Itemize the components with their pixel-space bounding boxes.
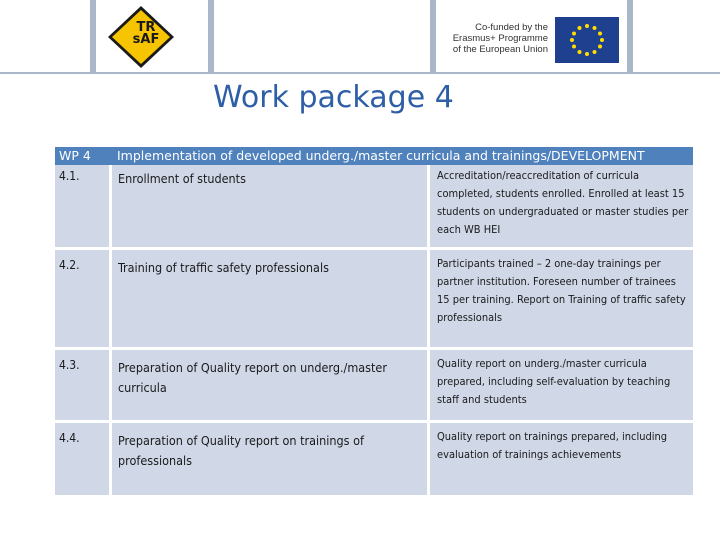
header-description: Implementation of developed underg./master curricula and trainings/DEVELOPMENT bbox=[117, 148, 645, 163]
row-activity: Training of traffic safety professionals bbox=[112, 250, 430, 347]
row-outcome: Participants trained – 2 one-day trainings per partner institution. Foreseen number of trainees 15 per training. Report on Training of traffic safety professionals bbox=[437, 257, 686, 324]
header-wp: WP 4 bbox=[59, 148, 91, 163]
cofunded-line: Co-funded by the bbox=[475, 22, 548, 33]
row-activity: Preparation of Quality report on trainings of professionals bbox=[112, 423, 430, 495]
eu-flag-icon bbox=[555, 17, 619, 63]
row-activity: Preparation of Quality report on underg./master curricula bbox=[112, 350, 430, 420]
row-id: 4.4. bbox=[55, 423, 112, 495]
table-row bbox=[55, 423, 693, 495]
header-divider bbox=[208, 0, 214, 72]
row-outcome: Accreditation/reaccreditation of curricula completed, students enrolled. Enrolled at least 15 students on undergraduated or master studies per each WB HEI bbox=[437, 169, 689, 236]
cofunded-line: Erasmus+ Programme bbox=[452, 33, 548, 44]
logo-text: TR sAF bbox=[132, 20, 160, 47]
table-row bbox=[55, 350, 693, 420]
row-id: 4.1. bbox=[55, 165, 112, 247]
header-divider bbox=[90, 0, 96, 72]
cofunded-line: of the European Union bbox=[452, 44, 548, 55]
page-title: Work package 4 bbox=[213, 80, 454, 115]
table-row bbox=[55, 250, 693, 347]
table-header-row bbox=[55, 147, 693, 165]
row-activity: Enrollment of students bbox=[112, 165, 430, 247]
row-outcome: Quality report on underg./master curricula prepared, including self-evaluation by teaching staff and students bbox=[437, 357, 671, 406]
row-id: 4.2. bbox=[55, 250, 112, 347]
table-row bbox=[55, 165, 693, 247]
row-outcome: Quality report on trainings prepared, including evaluation of trainings achievements bbox=[437, 430, 668, 461]
header-rule bbox=[0, 72, 720, 74]
cofunded-text bbox=[436, 22, 548, 55]
header-divider bbox=[627, 0, 633, 72]
row-id: 4.3. bbox=[55, 350, 112, 420]
